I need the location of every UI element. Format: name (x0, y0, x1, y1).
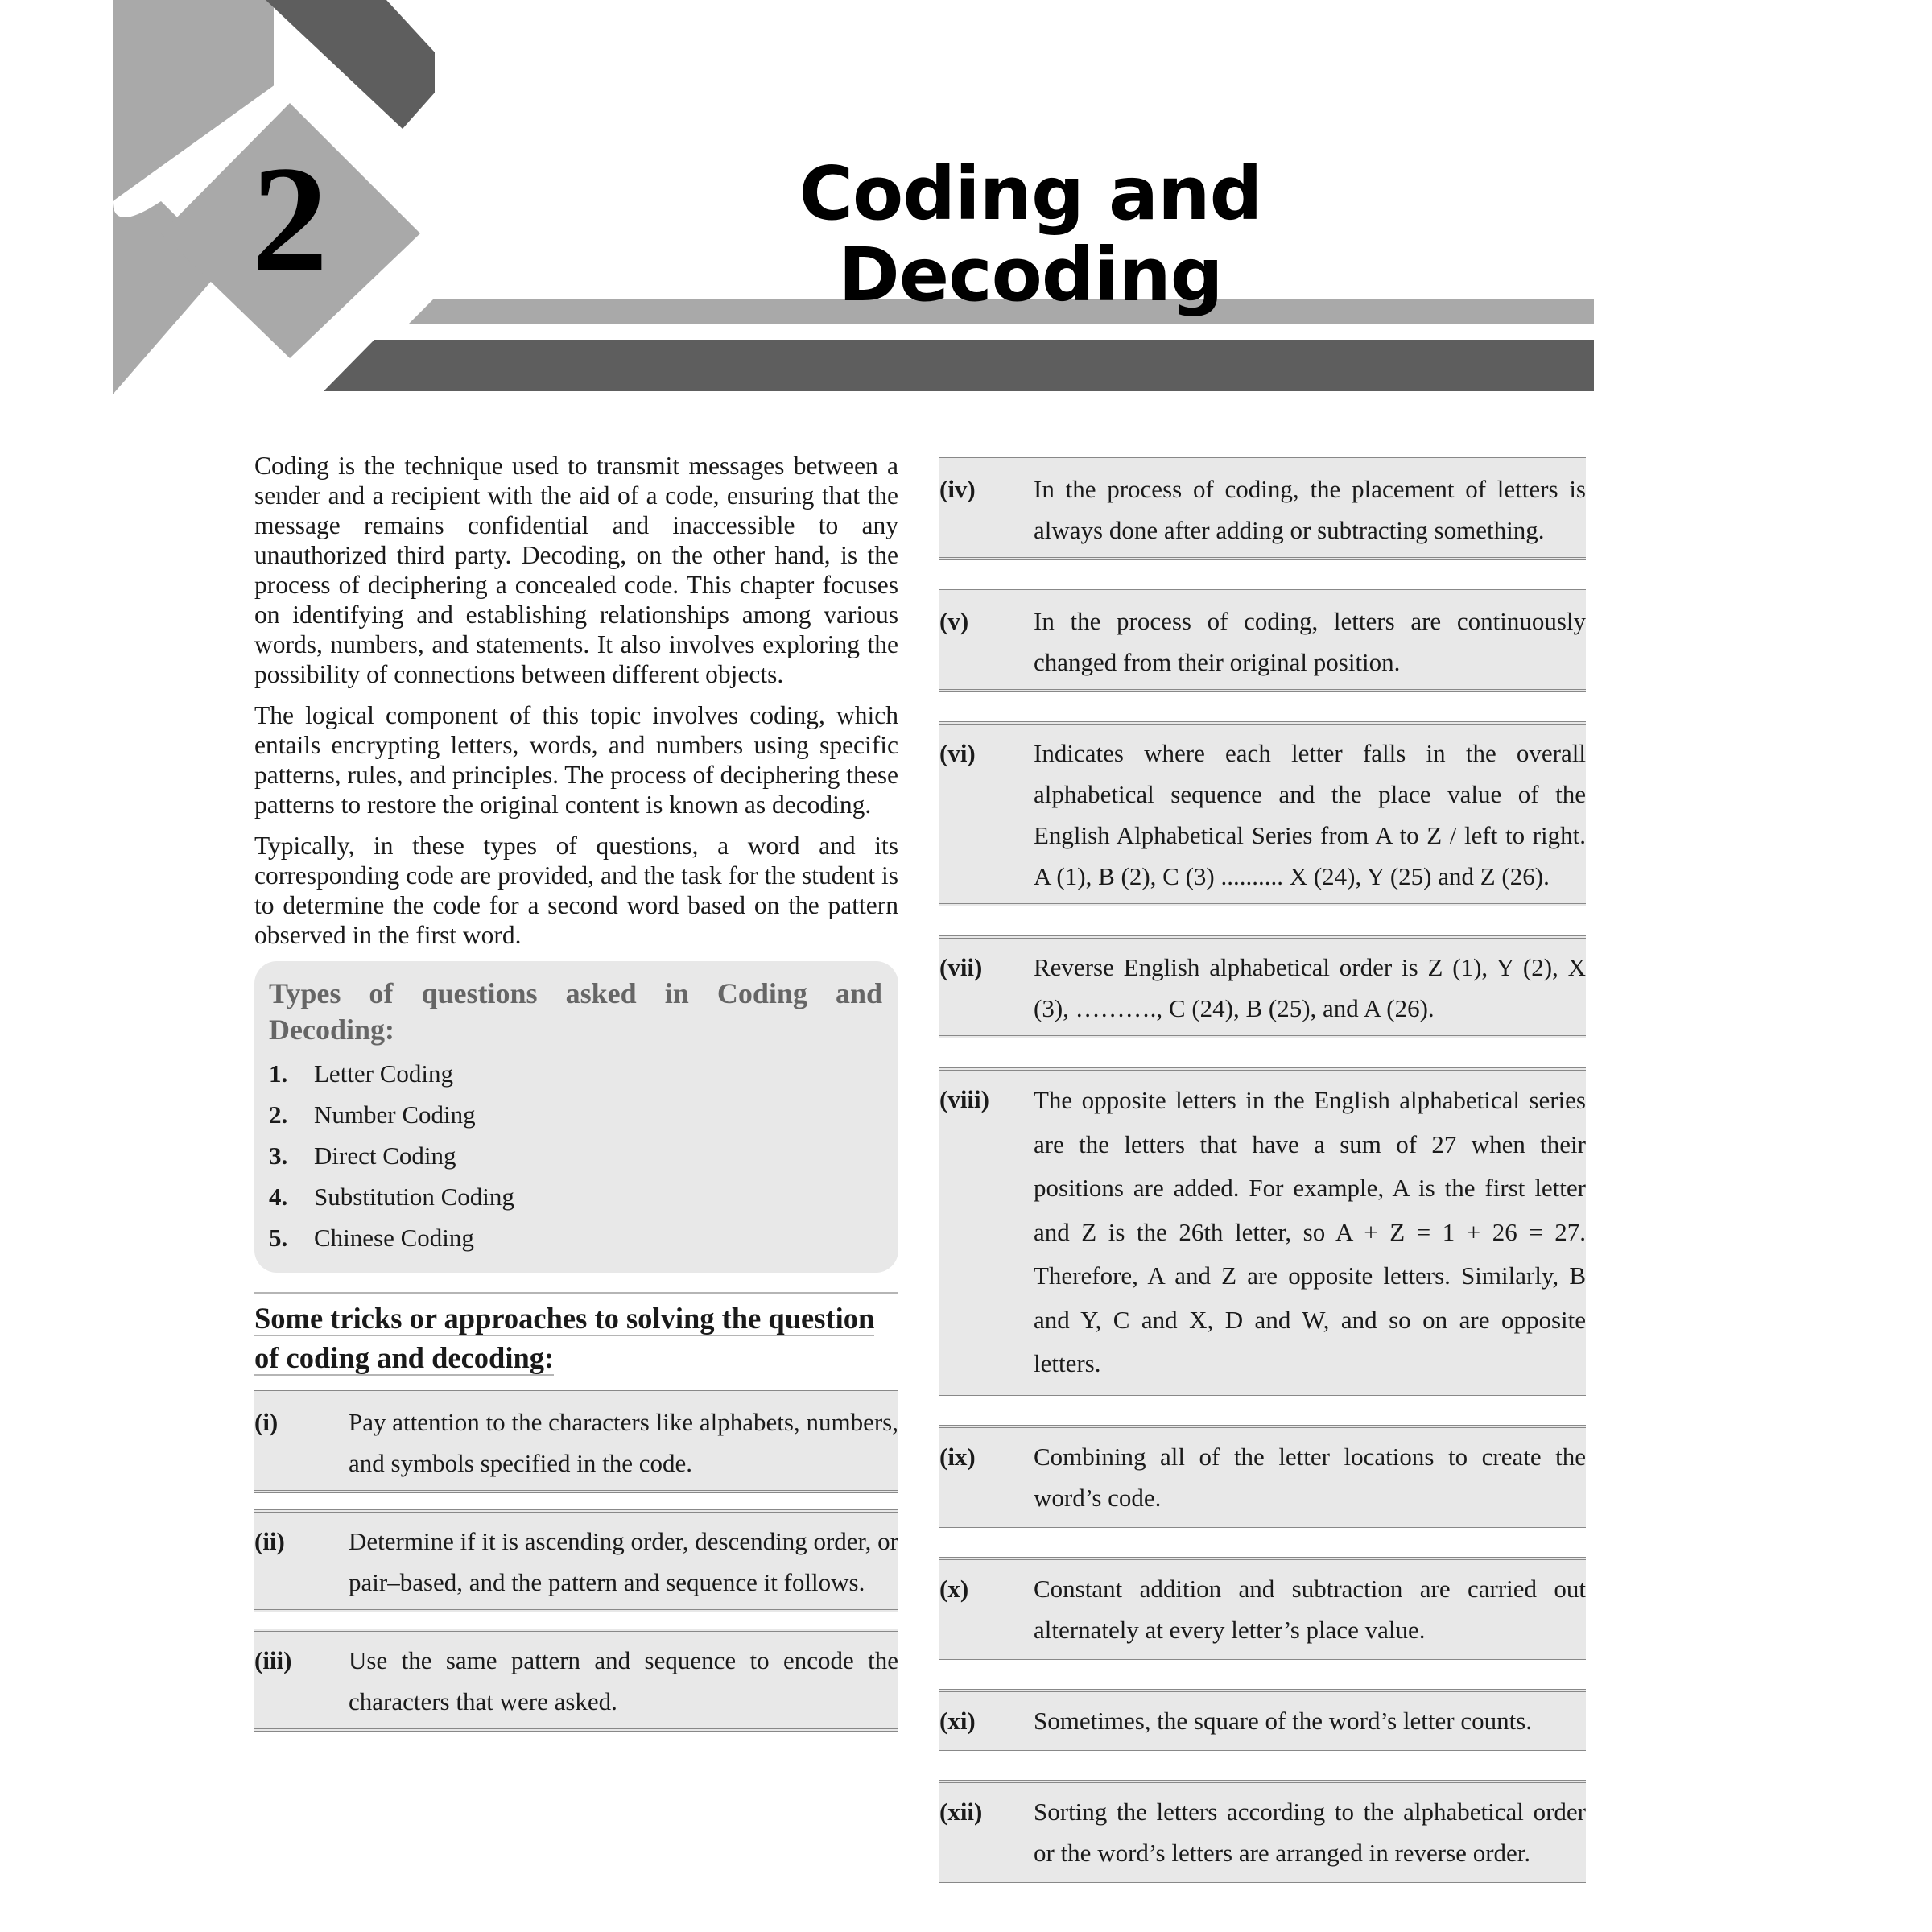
list-item-label: Substitution Coding (314, 1183, 514, 1211)
trick-text: Combining all of the letter locations to create the word’s code. (1034, 1442, 1586, 1512)
list-item (269, 1135, 882, 1176)
trick-text: Sometimes, the square of the word’s letter counts. (1034, 1706, 1533, 1735)
list-item-label: Direct Coding (314, 1141, 456, 1170)
trick-item (254, 1390, 898, 1493)
trick-item (254, 1509, 898, 1612)
intro-paragraph: Typically, in these types of questions, a word and its corresponding code are provided, and the task for the student is to determine the code for a second word based on the pattern observed in the first word. (254, 832, 898, 949)
left-column (254, 451, 898, 1732)
trick-text: In the process of coding, letters are continuously changed from their original position. (1034, 607, 1586, 676)
trick-text: Pay attention to the characters like alphabets, numbers, and symbols specified in the code. (349, 1408, 898, 1477)
trick-item (939, 721, 1711, 906)
intro-section (254, 451, 898, 950)
list-item-label: Letter Coding (314, 1059, 454, 1088)
question-types-list (269, 1053, 882, 1258)
list-item-number: 2. (269, 1100, 288, 1129)
trick-item (939, 1425, 1586, 1528)
trick-number: (xii) (939, 1797, 983, 1826)
trick-number: (viii) (939, 1085, 989, 1113)
trick-item (939, 935, 1586, 1038)
trick-text: The opposite letters in the English alphabetical series are the letters that have a sum of 27 when their positions are added. For example, A is the first letter and Z is the 26th letter, so A + Z = 1 + 26 = 27. Therefore, A and Z are opposite letters. Similarly, B and Y, C and X, D and W, and so on are opposite letters. (1034, 1086, 1586, 1377)
list-item-number: 3. (269, 1141, 288, 1170)
question-types-box (254, 961, 898, 1273)
right-column (939, 457, 1711, 1883)
trick-text: Determine if it is ascending order, descending order, or pair–based, and the pattern and sequence it follows. (349, 1527, 898, 1596)
trick-number: (xi) (939, 1706, 976, 1735)
trick-item (254, 1629, 898, 1732)
trick-number: (x) (939, 1574, 969, 1603)
list-item (269, 1053, 882, 1094)
trick-text: Reverse English alphabetical order is Z (1), Y (2), X (3), ………., C (24), B (25), and A (26). (1034, 953, 1586, 1022)
trick-number: (vii) (939, 953, 983, 981)
trick-text: In the process of coding, the placement of letters is always done after adding or subtracting something. (1034, 475, 1586, 544)
trick-item (939, 1689, 1586, 1751)
trick-number: (ix) (939, 1442, 976, 1471)
trick-item (939, 1557, 1586, 1660)
tricks-heading-wrapper (254, 1292, 898, 1377)
trick-number: (iii) (254, 1646, 292, 1674)
trick-item (939, 589, 1586, 692)
list-item (269, 1217, 882, 1258)
trick-number: (i) (254, 1408, 279, 1436)
trick-text: Constant addition and subtraction are carried out alternately at every letter’s place value. (1034, 1574, 1586, 1644)
list-item (269, 1094, 882, 1135)
tricks-heading: Some tricks or approaches to solving the question of coding and decoding: (254, 1302, 875, 1374)
intro-paragraph: Coding is the technique used to transmit messages between a sender and a recipient with the aid of a code, ensuring that the message remains confidential and inaccessible to any unauthorized third party. Decoding, on the other hand, is the process of deciphering a concealed code. This chapter focuses on identifying and establishing relationships among various words, numbers, and statements. It also involves exploring the possibility of connections between different objects. (254, 452, 898, 688)
trick-number: (v) (939, 607, 969, 635)
list-item-label: Chinese Coding (314, 1224, 474, 1252)
trick-item (939, 1780, 1586, 1883)
trick-item (939, 1067, 1586, 1396)
list-item-number: 4. (269, 1183, 288, 1211)
chapter-number: 2 (251, 135, 328, 304)
trick-text: Sorting the letters according to the alphabetical order or the word’s letters are arranged in reverse order. (1034, 1797, 1586, 1867)
trick-item (939, 457, 1586, 560)
list-item-label: Number Coding (314, 1100, 476, 1129)
trick-number: (ii) (254, 1527, 285, 1555)
trick-text: Use the same pattern and sequence to encode the characters that were asked. (349, 1646, 898, 1715)
list-item (269, 1176, 882, 1217)
trick-number: (iv) (939, 475, 976, 503)
chapter-title: Coding and Decoding (799, 151, 1262, 319)
list-item-number: 1. (269, 1059, 288, 1088)
list-item-number: 5. (269, 1224, 288, 1252)
trick-text: Indicates where each letter falls in the overall alphabetical sequence and the place value of the English Alphabetical Series from A to Z / left to right. A (1), B (2), C (3) .......... X (24), Y (25) and Z (26). (1034, 739, 1711, 890)
tricks-list-left (254, 1390, 898, 1732)
question-types-heading: Types of questions asked in Coding and Decoding: (269, 977, 882, 1046)
intro-paragraph: The logical component of this topic involves coding, which entails encrypting letters, words, and numbers using specific patterns, rules, and principles. The process of deciphering these patterns to restore the original content is known as decoding. (254, 701, 898, 819)
header-bar-dark (324, 340, 1594, 391)
trick-number: (vi) (939, 739, 976, 767)
